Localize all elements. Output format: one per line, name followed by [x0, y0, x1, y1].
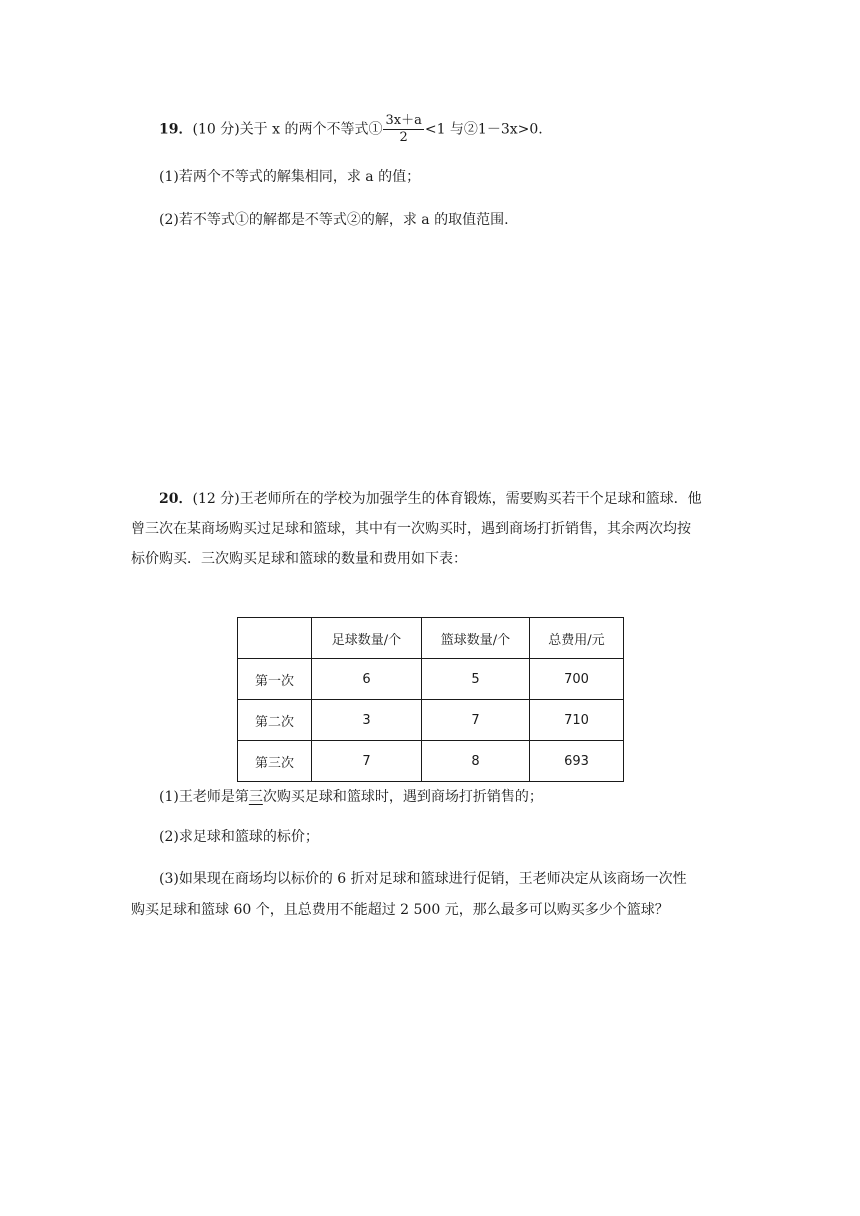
table-cell: 7 — [312, 741, 422, 782]
table-cell: 700 — [530, 659, 624, 700]
table-cell: 第三次 — [238, 741, 312, 782]
q20-table — [237, 617, 624, 782]
q20-stem-text1: 王老师所在的学校为加强学生的体育锻炼，需要购买若干个足球和篮球．他 — [239, 491, 702, 507]
table-header-cell: 篮球数量/个 — [422, 618, 530, 659]
table-row — [238, 741, 624, 782]
q20-part1 — [159, 787, 543, 807]
q20-part3-line2: 购买足球和篮球 60 个，且总费用不能超过 2 500 元，那么最多可以购买多少个篮球？ — [131, 902, 669, 918]
q20-part1-before: (1)王老师是第 — [159, 789, 249, 805]
q20-part2: (2)求足球和篮球的标价； — [159, 829, 319, 845]
table-header-cell: 足球数量/个 — [312, 618, 422, 659]
q20-points: (12 分) — [192, 491, 240, 507]
q20-part3-line1: (3)如果现在商场均以标价的 6 折对足球和篮球进行促销，王老师决定从该商场一次性 — [159, 871, 687, 887]
q19-part1: (1)若两个不等式的解集相同，求 a 的值； — [159, 169, 421, 185]
q20-stem-line1 — [159, 489, 702, 509]
table-row — [238, 659, 624, 700]
table-cell: 8 — [422, 741, 530, 782]
q20-part1-answer: 三 — [248, 789, 263, 805]
q20-stem-line3: 标价购买．三次购买足球和篮球的数量和费用如下表： — [131, 551, 467, 567]
q19-part2: (2)若不等式①的解都是不等式②的解，求 a 的取值范围. — [159, 212, 509, 228]
table-header-row — [238, 618, 624, 659]
q20-part1-after: 次购买足球和篮球时，遇到商场打折销售的； — [262, 789, 543, 805]
q20-stem-line2: 曾三次在某商场购买过足球和篮球，其中有一次购买时，遇到商场打折销售，其余两次均按 — [131, 521, 691, 537]
table-cell: 6 — [312, 659, 422, 700]
q19-fraction — [383, 113, 423, 146]
table-header-cell — [238, 618, 312, 659]
q19-fraction-denominator: 2 — [399, 130, 408, 145]
table-cell: 第一次 — [238, 659, 312, 700]
table-cell: 710 — [530, 700, 624, 741]
q19-fraction-numerator: 3x＋a — [385, 113, 422, 128]
table-cell: 7 — [422, 700, 530, 741]
q19-points: (10 分) — [192, 121, 240, 138]
table-cell: 3 — [312, 700, 422, 741]
table-header-cell: 总费用/元 — [530, 618, 624, 659]
table-cell: 5 — [422, 659, 530, 700]
q20-number: 20． — [159, 491, 193, 507]
table-row — [238, 700, 624, 741]
q19-number: 19． — [159, 121, 193, 138]
table-cell: 第二次 — [238, 700, 312, 741]
q19-stem-before: 关于 x 的两个不等式① — [239, 121, 383, 138]
q19-stem — [159, 113, 543, 146]
table-cell: 693 — [530, 741, 624, 782]
q19-stem-after: <1 与②1－3x>0. — [424, 121, 543, 138]
